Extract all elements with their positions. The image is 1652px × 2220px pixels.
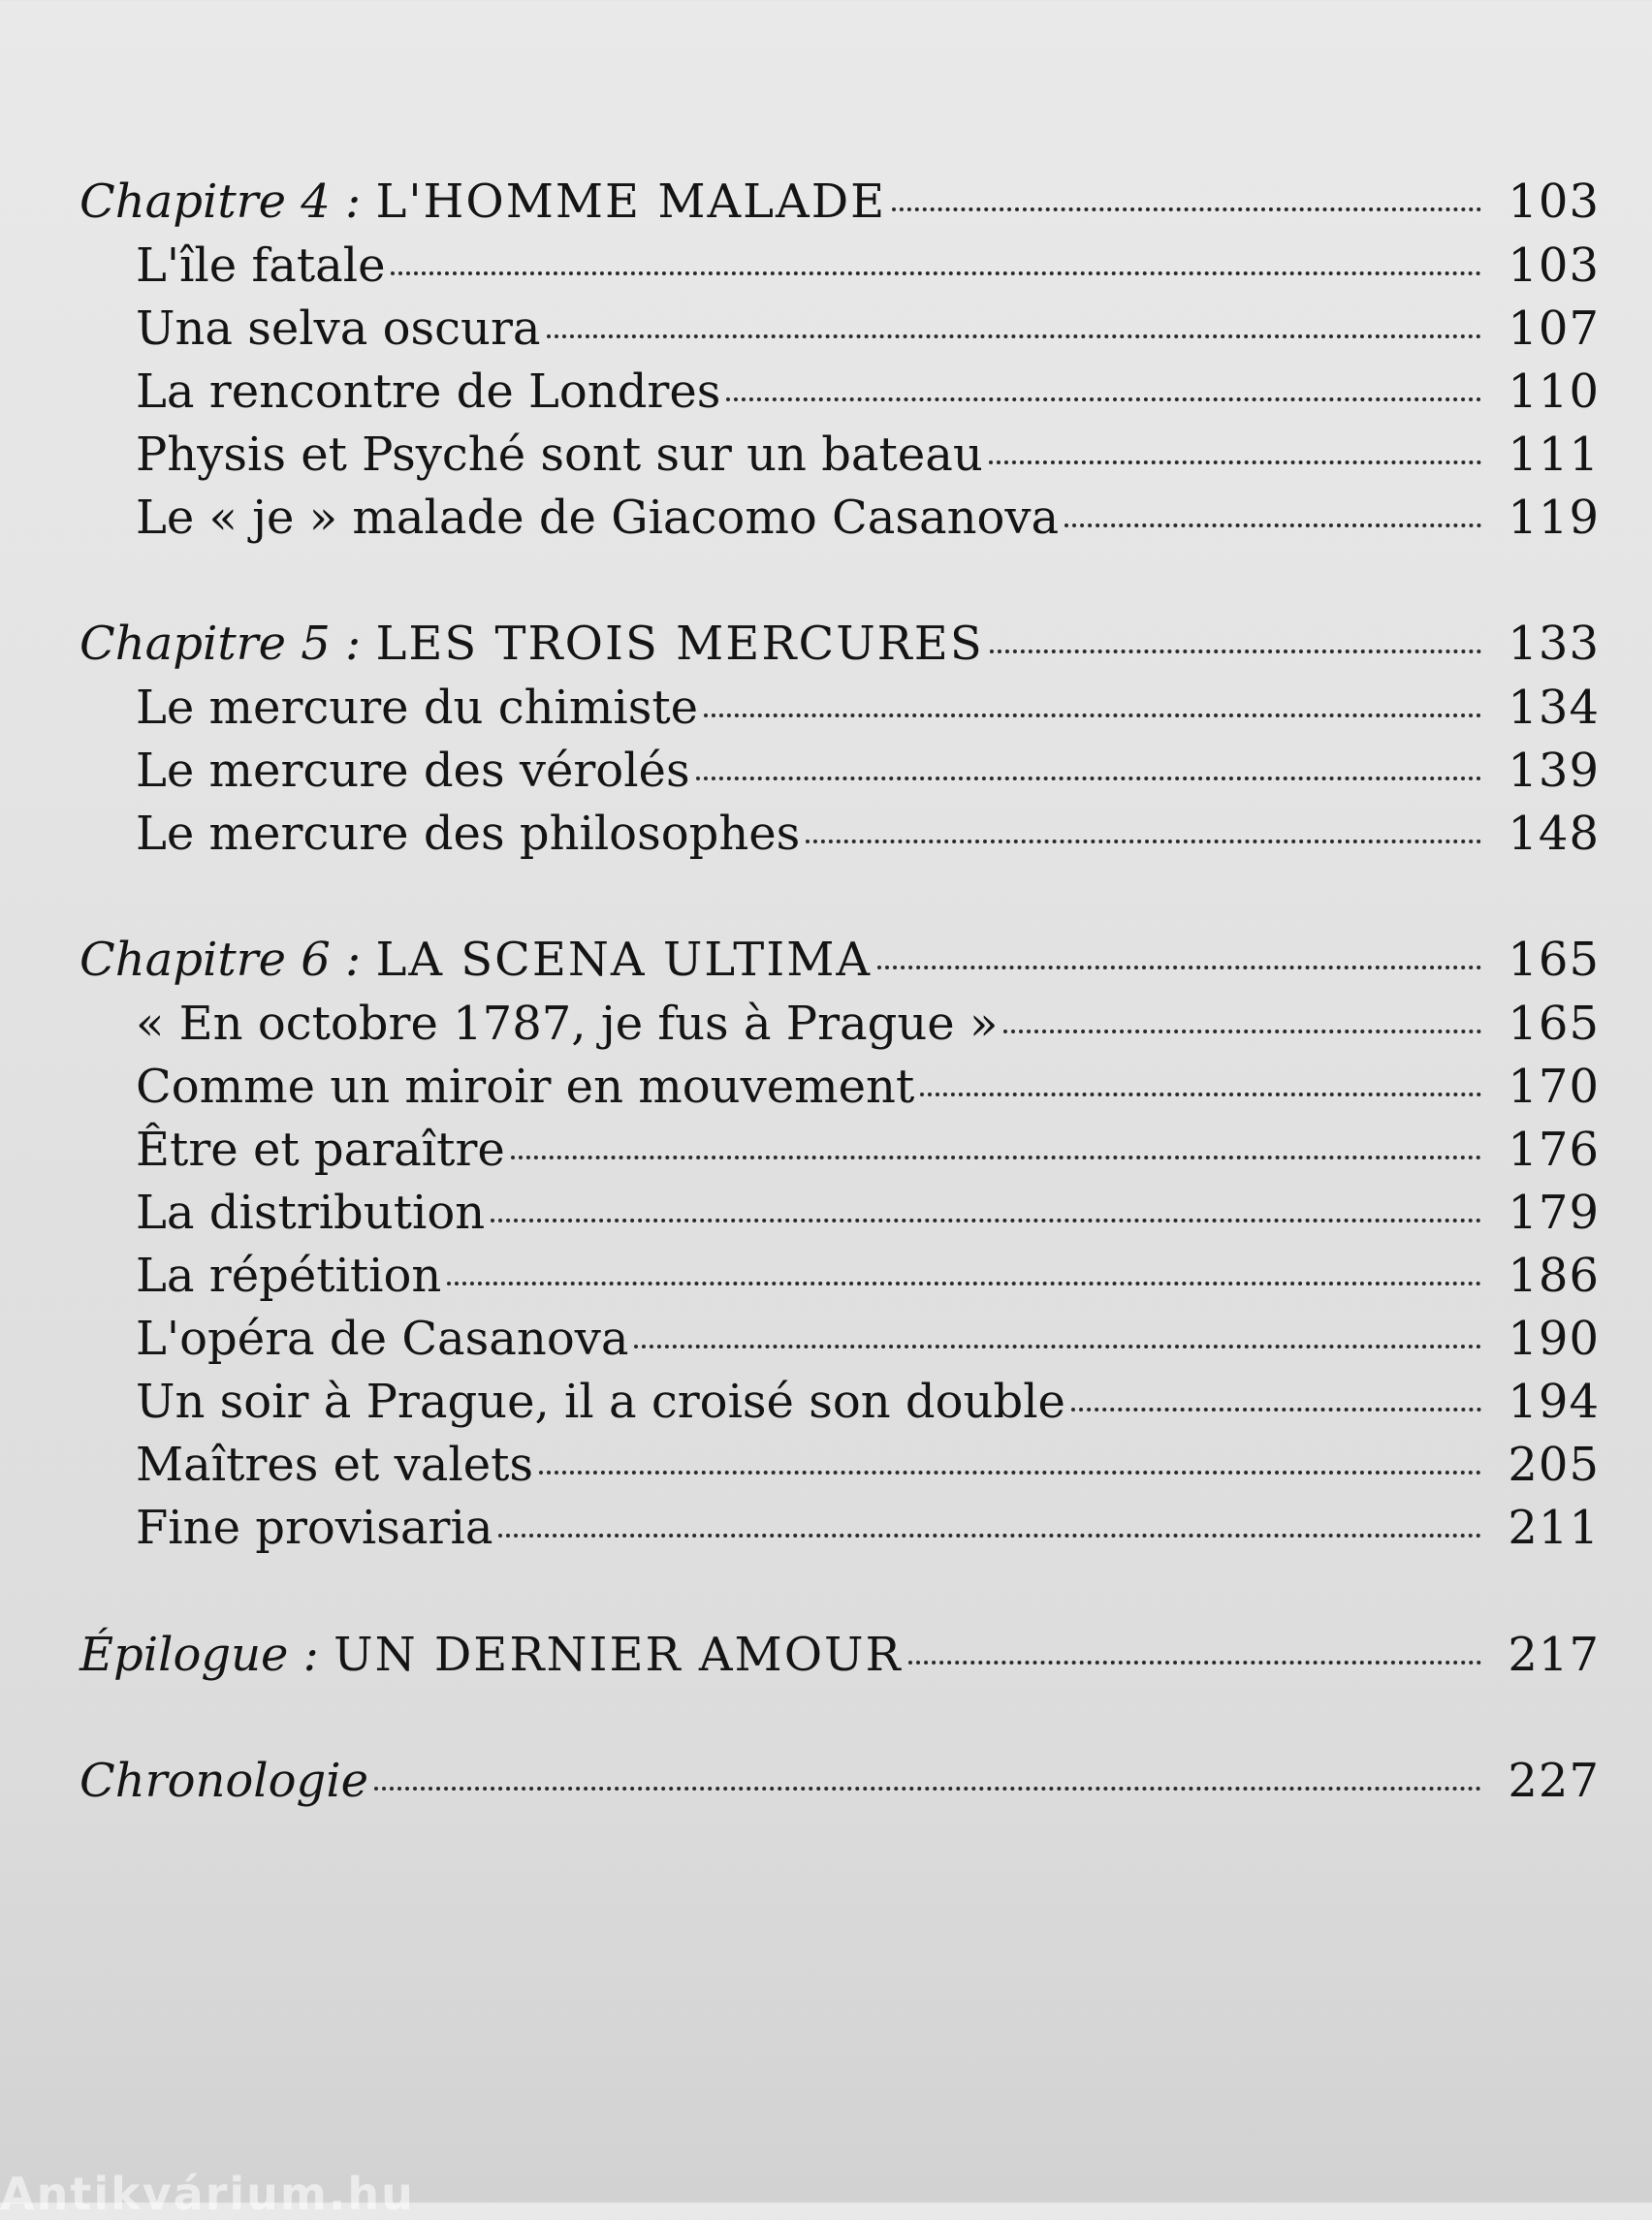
toc-heading-label bbox=[79, 173, 886, 231]
dot-leader bbox=[806, 840, 1481, 843]
dot-leader bbox=[990, 650, 1481, 653]
dot-leader bbox=[1003, 1030, 1481, 1033]
page-number: 227 bbox=[1508, 1754, 1600, 1808]
dot-leader bbox=[391, 271, 1481, 275]
page-number: 111 bbox=[1508, 428, 1600, 482]
chapter-title: L'HOMME MALADE bbox=[375, 174, 887, 229]
toc-heading-chronologie bbox=[79, 1752, 1600, 1810]
page-number: 170 bbox=[1508, 1060, 1600, 1114]
chapter-title: LA SCENA ULTIMA bbox=[375, 933, 873, 987]
toc-entry bbox=[136, 1247, 1600, 1305]
dot-leader bbox=[547, 334, 1481, 338]
toc-entry bbox=[136, 1310, 1600, 1368]
page-number: 133 bbox=[1508, 617, 1600, 671]
entry-title: Être et paraître bbox=[136, 1123, 505, 1177]
dot-leader bbox=[989, 460, 1481, 464]
page-number: 211 bbox=[1508, 1501, 1600, 1555]
entry-title: La distribution bbox=[136, 1186, 486, 1240]
dot-leader bbox=[374, 1787, 1481, 1791]
toc-heading-label bbox=[79, 615, 984, 673]
chronologie-title: Chronologie bbox=[79, 1754, 369, 1808]
toc-entry bbox=[136, 1121, 1600, 1179]
dot-leader bbox=[908, 1661, 1481, 1665]
page-number: 190 bbox=[1508, 1312, 1600, 1366]
page-number: 134 bbox=[1508, 681, 1600, 735]
toc-heading-epilogue bbox=[79, 1626, 1600, 1684]
page-number: 119 bbox=[1508, 491, 1600, 545]
toc-entry bbox=[136, 1499, 1600, 1557]
chapter-prefix: Chapitre 5 : bbox=[79, 617, 362, 671]
page-number: 179 bbox=[1508, 1186, 1600, 1240]
entry-title: L'île fatale bbox=[136, 238, 386, 293]
dot-leader bbox=[491, 1219, 1481, 1222]
toc-heading-chapter-5 bbox=[79, 615, 1600, 673]
page-number: 103 bbox=[1508, 174, 1600, 229]
entry-title: Le mercure des philosophes bbox=[136, 807, 801, 861]
toc-heading-chapter-4 bbox=[79, 173, 1600, 231]
page-number: 103 bbox=[1508, 238, 1600, 293]
dot-leader bbox=[920, 1093, 1481, 1096]
toc-entry bbox=[136, 995, 1600, 1053]
entry-title: La répétition bbox=[136, 1249, 442, 1303]
toc-entry bbox=[136, 363, 1600, 421]
toc-entry bbox=[136, 1436, 1600, 1494]
entry-title: Un soir à Prague, il a croisé son double bbox=[136, 1375, 1065, 1429]
page-number: 205 bbox=[1508, 1438, 1600, 1492]
entry-title: Fine provisaria bbox=[136, 1501, 493, 1555]
toc-heading-label bbox=[79, 931, 872, 989]
dot-leader bbox=[498, 1534, 1481, 1538]
epilogue-prefix: Épilogue : bbox=[79, 1628, 319, 1682]
chapter-prefix: Chapitre 4 : bbox=[79, 174, 362, 229]
toc-entry bbox=[136, 237, 1600, 295]
dot-leader bbox=[511, 1156, 1481, 1159]
page-number: 217 bbox=[1508, 1628, 1600, 1682]
toc-entry bbox=[136, 742, 1600, 800]
toc-entry bbox=[136, 1058, 1600, 1116]
entry-title: Le mercure des vérolés bbox=[136, 744, 690, 798]
page-number: 194 bbox=[1508, 1375, 1600, 1429]
toc-entry bbox=[136, 805, 1600, 863]
dot-leader bbox=[877, 966, 1481, 969]
page-number: 148 bbox=[1508, 807, 1600, 861]
entry-title: Le « je » malade de Giacomo Casanova bbox=[136, 491, 1060, 545]
toc-entry bbox=[136, 489, 1600, 547]
page-number: 139 bbox=[1508, 744, 1600, 798]
watermark-text: Antikvárium.hu bbox=[0, 2168, 415, 2220]
entry-title: Comme un miroir en mouvement bbox=[136, 1060, 915, 1114]
dot-leader bbox=[726, 397, 1481, 401]
toc-heading-label bbox=[79, 1626, 903, 1684]
dot-leader bbox=[447, 1282, 1481, 1285]
dot-leader bbox=[634, 1345, 1481, 1348]
toc-entry bbox=[136, 300, 1600, 358]
entry-title: Maîtres et valets bbox=[136, 1438, 534, 1492]
toc-entry bbox=[136, 1184, 1600, 1242]
dot-leader bbox=[892, 207, 1481, 211]
epilogue-title: UN DERNIER AMOUR bbox=[334, 1628, 903, 1682]
entry-title: L'opéra de Casanova bbox=[136, 1312, 629, 1366]
toc-entry bbox=[136, 1373, 1600, 1431]
dot-leader bbox=[696, 777, 1481, 780]
entry-title: Le mercure du chimiste bbox=[136, 681, 699, 735]
dot-leader bbox=[1064, 523, 1481, 527]
chapter-prefix: Chapitre 6 : bbox=[79, 933, 362, 987]
dot-leader bbox=[1071, 1408, 1481, 1411]
entry-title: La rencontre de Londres bbox=[136, 365, 721, 419]
dot-leader bbox=[539, 1471, 1481, 1475]
page-number: 107 bbox=[1508, 301, 1600, 356]
toc-heading-chapter-6 bbox=[79, 931, 1600, 989]
page-number: 165 bbox=[1508, 997, 1600, 1051]
page-number: 186 bbox=[1508, 1249, 1600, 1303]
page-number: 165 bbox=[1508, 933, 1600, 987]
entry-title: « En octobre 1787, je fus à Prague » bbox=[136, 997, 999, 1051]
page-number: 176 bbox=[1508, 1123, 1600, 1177]
toc-entry bbox=[136, 679, 1600, 737]
dot-leader bbox=[704, 714, 1481, 717]
page-number: 110 bbox=[1508, 365, 1600, 419]
chapter-title: LES TROIS MERCURES bbox=[375, 617, 984, 671]
entry-title: Physis et Psyché sont sur un bateau bbox=[136, 428, 983, 482]
entry-title: Una selva oscura bbox=[136, 301, 541, 356]
toc-entry bbox=[136, 426, 1600, 484]
